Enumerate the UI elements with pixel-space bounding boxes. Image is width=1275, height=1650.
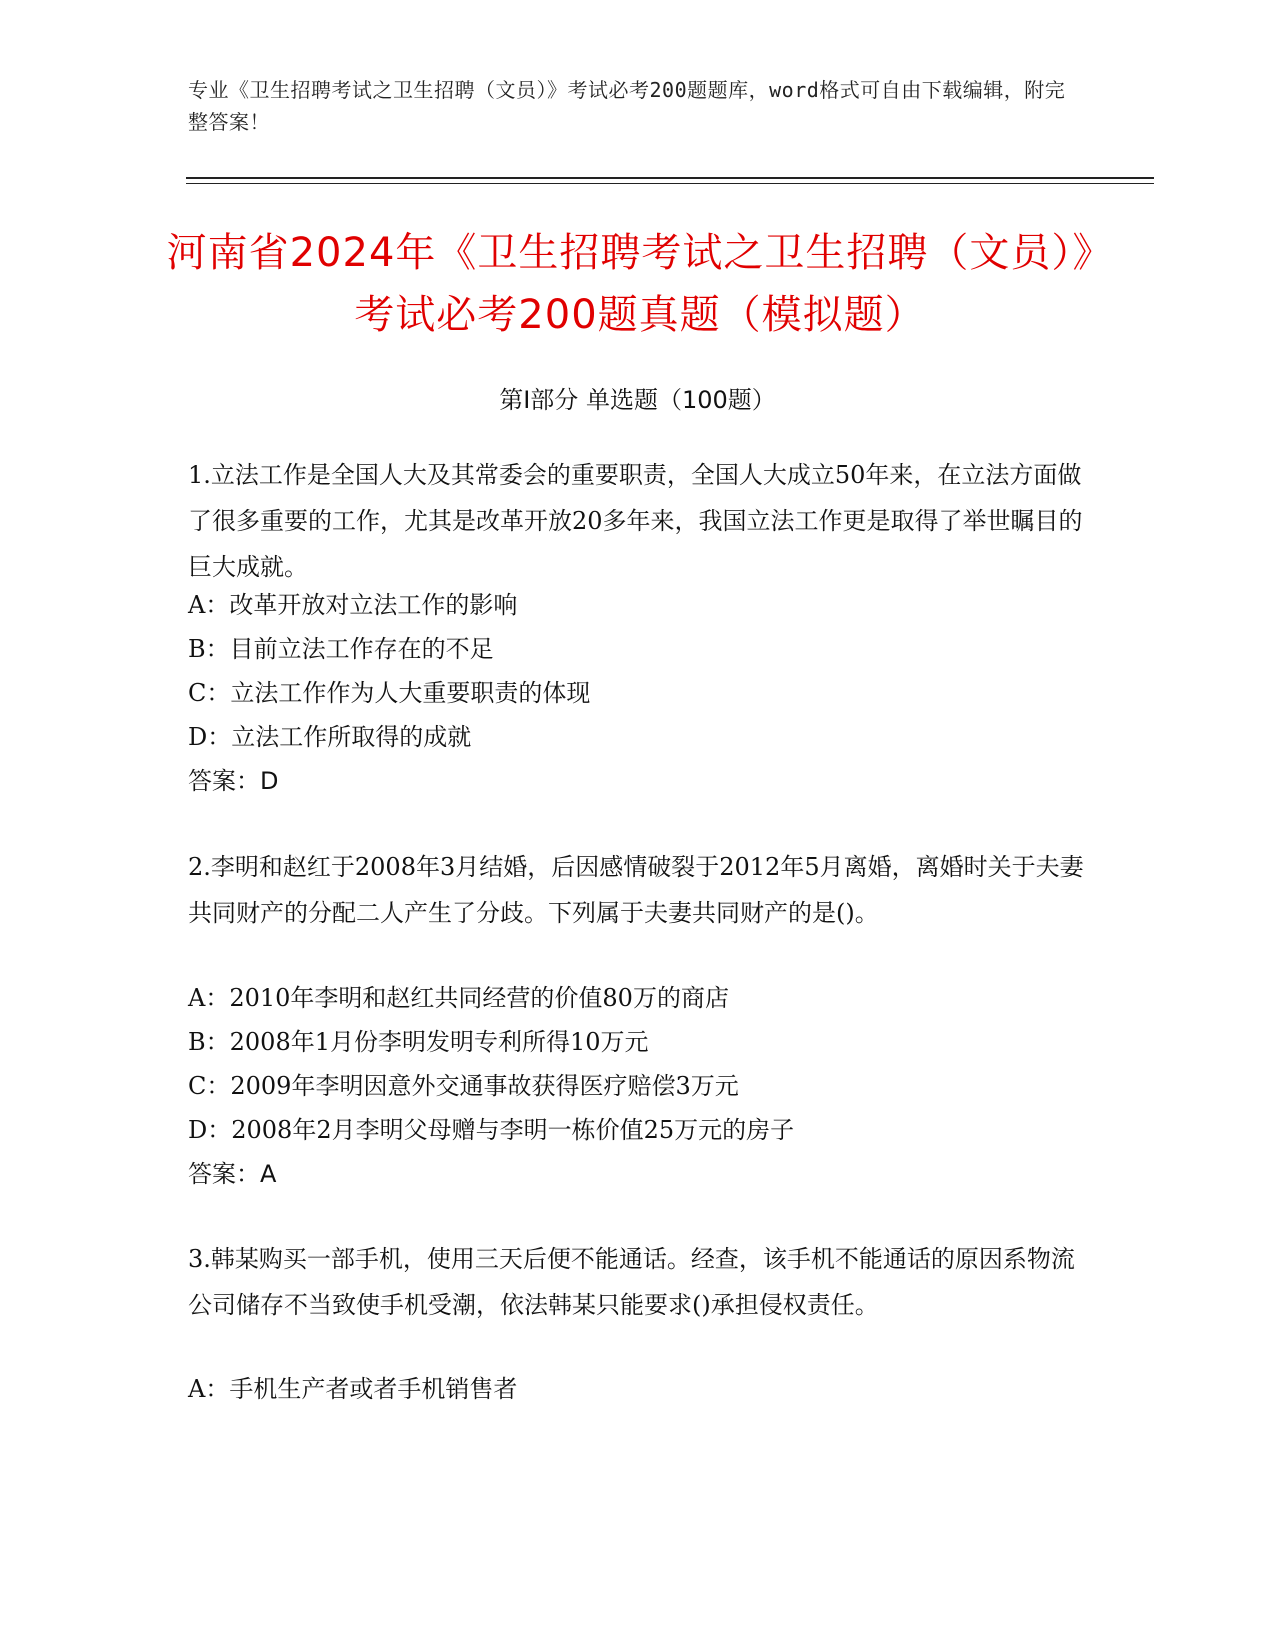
header-divider-thin: [186, 183, 1154, 184]
question-3-option-a: A：手机生产者或者手机销售者: [188, 1375, 518, 1403]
question-1-option-d: D：立法工作所取得的成就: [188, 723, 472, 751]
question-1-text: 1.立法工作是全国人大及其常委会的重要职责，全国人大成立50年来，在立法方面做了很多重要的工作，尤其是改革开放20多年来，我国立法工作更是取得了举世瞩目的巨大成就。: [188, 461, 1083, 581]
question-2-option-a: A：2010年李明和赵红共同经营的价值80万的商店: [188, 984, 729, 1012]
question-1-answer: 答案：D: [188, 767, 279, 795]
question-2-option-b: B：2008年1月份李明发明专利所得10万元: [188, 1028, 649, 1056]
header-note: 专业《卫生招聘考试之卫生招聘（文员）》考试必考200题题库，word格式可自由下载编辑，附完整答案！: [188, 78, 1066, 134]
question-3-text: 3.韩某购买一部手机，使用三天后便不能通话。经查，该手机不能通话的原因系物流公司储存不当致使手机受潮，依法韩某只能要求()承担侵权责任。: [188, 1245, 1075, 1319]
question-1-option-c: C：立法工作作为人大重要职责的体现: [188, 679, 591, 707]
question-2-answer: 答案：A: [188, 1160, 277, 1188]
question-1-option-a: A：改革开放对立法工作的影响: [188, 591, 518, 619]
document-title: 河南省2024年《卫生招聘考试之卫生招聘（文员）》考试必考200题真题（模拟题）: [166, 230, 1114, 338]
question-2-option-c: C：2009年李明因意外交通事故获得医疗赔偿3万元: [188, 1072, 739, 1100]
section-title: 第I部分 单选题（100题）: [499, 386, 776, 414]
question-1-option-b: B：目前立法工作存在的不足: [188, 635, 494, 663]
header-divider-thick: [186, 177, 1154, 179]
question-2-option-d: D：2008年2月李明父母赠与李明一栋价值25万元的房子: [188, 1116, 795, 1144]
question-2-text: 2.李明和赵红于2008年3月结婚，后因感情破裂于2012年5月离婚，离婚时关于夫妻共同财产的分配二人产生了分歧。下列属于夫妻共同财产的是()。: [188, 853, 1084, 927]
